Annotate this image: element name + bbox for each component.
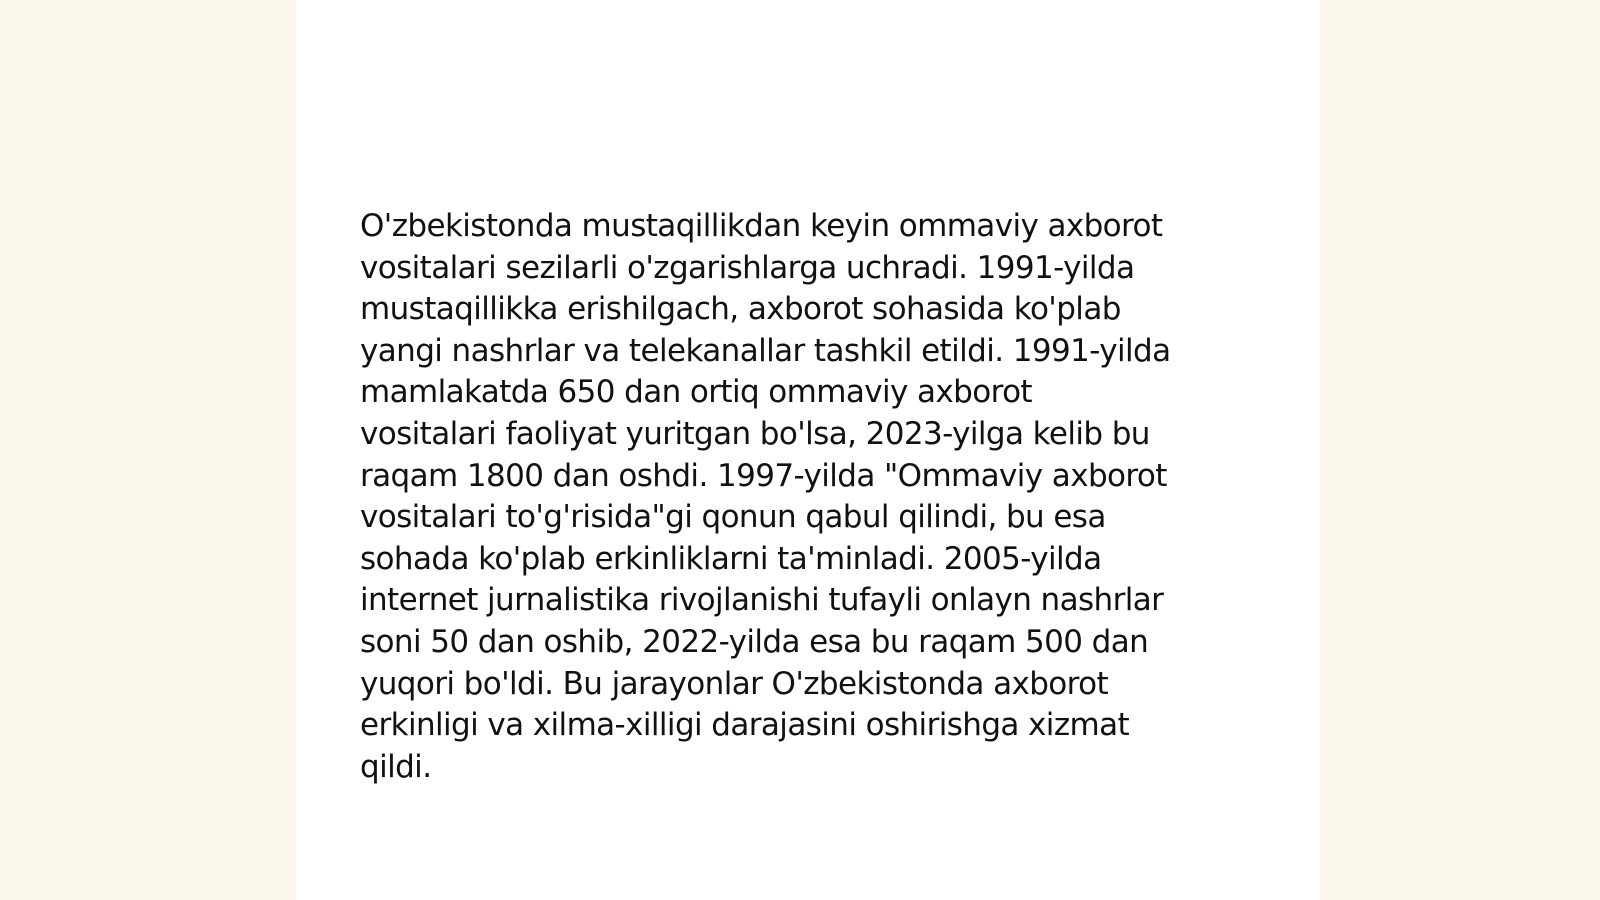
paragraph-line: raqam 1800 dan oshdi. 1997-yilda "Ommaviy axborot	[360, 457, 1167, 494]
paragraph-line: internet jurnalistika rivojlanishi tufayli onlayn nashrlar	[360, 582, 1164, 619]
paragraph-line: O'zbekistonda mustaqillikdan keyin ommaviy axborot	[360, 208, 1163, 244]
paragraph-line: vositalari sezilarli o'zgarishlarga uchradi. 1991-yilda	[360, 249, 1135, 286]
paragraph-line: vositalari to'g'risida"gi qonun qabul qilindi, bu esa	[360, 499, 1106, 536]
paragraph-line: vositalari faoliyat yuritgan bo'lsa, 2023-yilga kelib bu	[360, 415, 1150, 452]
paragraph-line: yangi nashrlar va telekanallar tashkil etildi. 1991-yilda	[360, 332, 1171, 369]
paragraph-line: qildi.	[360, 748, 432, 785]
paragraph-line: mamlakatda 650 dan ortiq ommaviy axborot	[360, 374, 1032, 411]
paragraph-line: soni 50 dan oshib, 2022-yilda esa bu raqam 500 dan	[360, 623, 1149, 660]
body-paragraph	[360, 206, 1260, 788]
paragraph-line: erkinligi va xilma-xilligi darajasini oshirishga xizmat	[360, 707, 1130, 744]
paragraph-line: mustaqillikka erishilgach, axborot sohasida ko'plab	[360, 291, 1121, 328]
paragraph-line: yuqori bo'ldi. Bu jarayonlar O'zbekistonda axborot	[360, 665, 1109, 702]
document-page	[296, 0, 1320, 900]
paragraph-line: sohada ko'plab erkinliklarni ta'minladi. 2005-yilda	[360, 540, 1102, 577]
